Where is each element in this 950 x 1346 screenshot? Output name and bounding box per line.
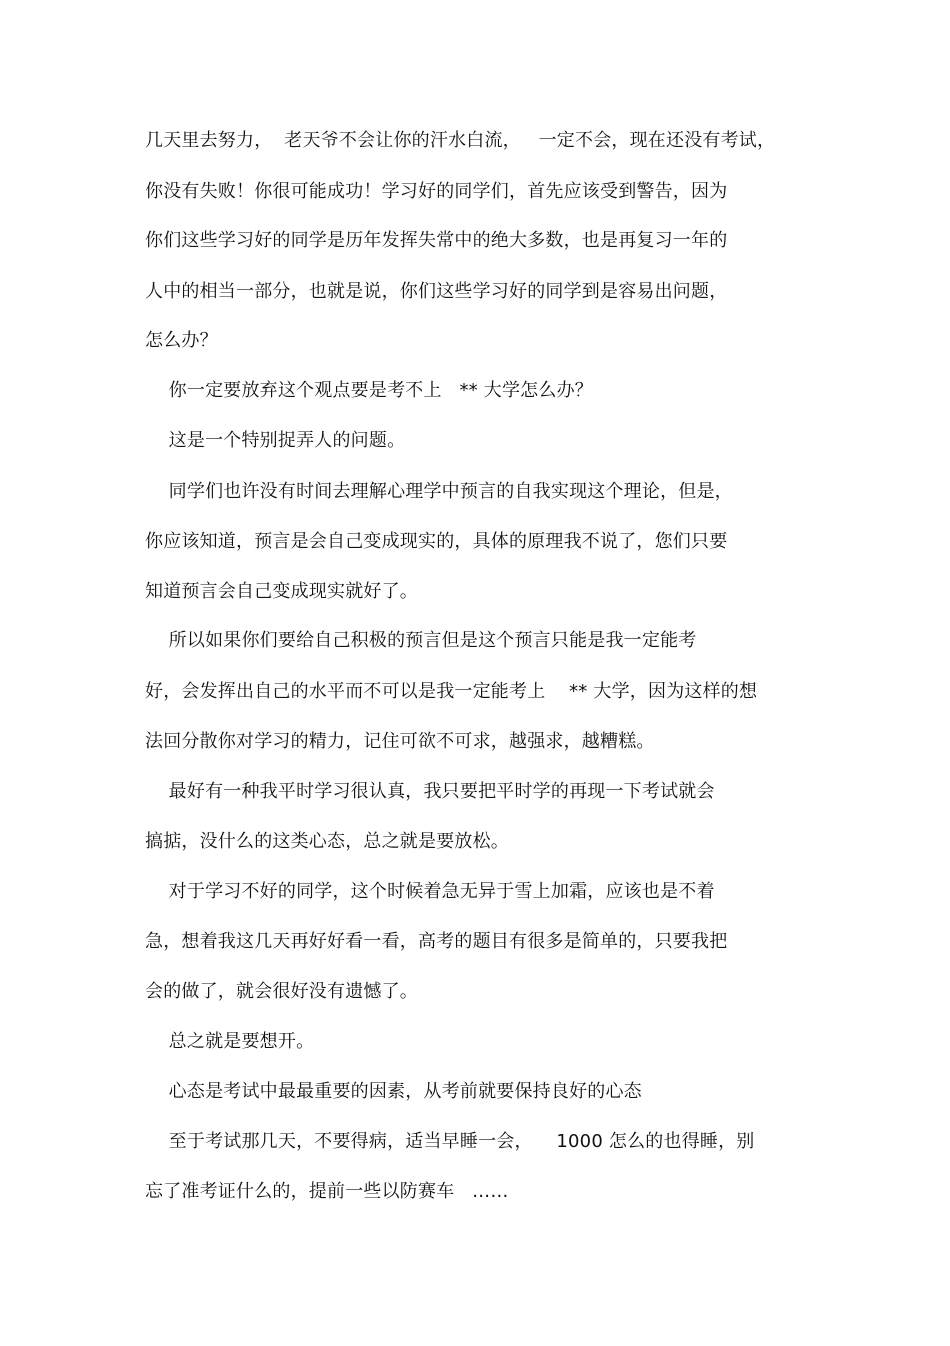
- text-line: 怎么办？: [145, 330, 218, 351]
- text-line: 你们这些学习好的同学是历年发挥失常中的绝大多数，也是再复习一年的: [145, 230, 728, 251]
- text-line: 会的做了，就会很好没有遗憾了。: [145, 981, 418, 1002]
- text-line: 所以如果你们要给自己积极的预言但是这个预言只能是我一定能考: [145, 630, 697, 651]
- text-line: 最好有一种我平时学习很认真，我只要把平时学的再现一下考试就会: [145, 781, 715, 802]
- text-line: 人中的相当一部分，也就是说，你们这些学习好的同学到是容易出问题，: [145, 281, 728, 302]
- text-line: 你应该知道，预言是会自己变成现实的，具体的原理我不说了，您们只要: [145, 531, 728, 552]
- text-line: 搞掂，没什么的这类心态，总之就是要放松。: [145, 831, 509, 852]
- text-line: 急，想着我这几天再好好看一看，高考的题目有很多是简单的，只要我把: [145, 931, 728, 952]
- text-line: 对于学习不好的同学，这个时候着急无异于雪上加霜，应该也是不着: [145, 881, 715, 902]
- text-line: 法回分散你对学习的精力，记住可欲不可求，越强求，越糟糕。: [145, 731, 655, 752]
- text-line: 至于考试那几天，不要得病，适当早睡一会， 1000 怎么的也得睡，别: [145, 1131, 755, 1152]
- text-line: 同学们也许没有时间去理解心理学中预言的自我实现这个理论，但是，: [145, 481, 733, 502]
- text-line: 心态是考试中最最重要的因素，从考前就要保持良好的心态: [145, 1081, 642, 1102]
- text-line: 忘了准考证什么的，提前一些以防赛车 ……: [145, 1181, 509, 1202]
- text-line: 知道预言会自己变成现实就好了。: [145, 581, 418, 602]
- text-line: 总之就是要想开。: [145, 1031, 315, 1052]
- text-line: 好，会发挥出自己的水平而不可以是我一定能考上 ** 大学，因为这样的想: [145, 681, 758, 702]
- text-line: 这是一个特别捉弄人的问题。: [145, 430, 406, 451]
- text-line: 几天里去努力， 老天爷不会让你的汗水白流， 一定不会，现在还没有考试，: [145, 130, 776, 151]
- text-line: 你没有失败！你很可能成功！学习好的同学们，首先应该受到警告，因为: [145, 181, 728, 202]
- text-line: 你一定要放弃这个观点要是考不上 ** 大学怎么办？: [145, 380, 593, 401]
